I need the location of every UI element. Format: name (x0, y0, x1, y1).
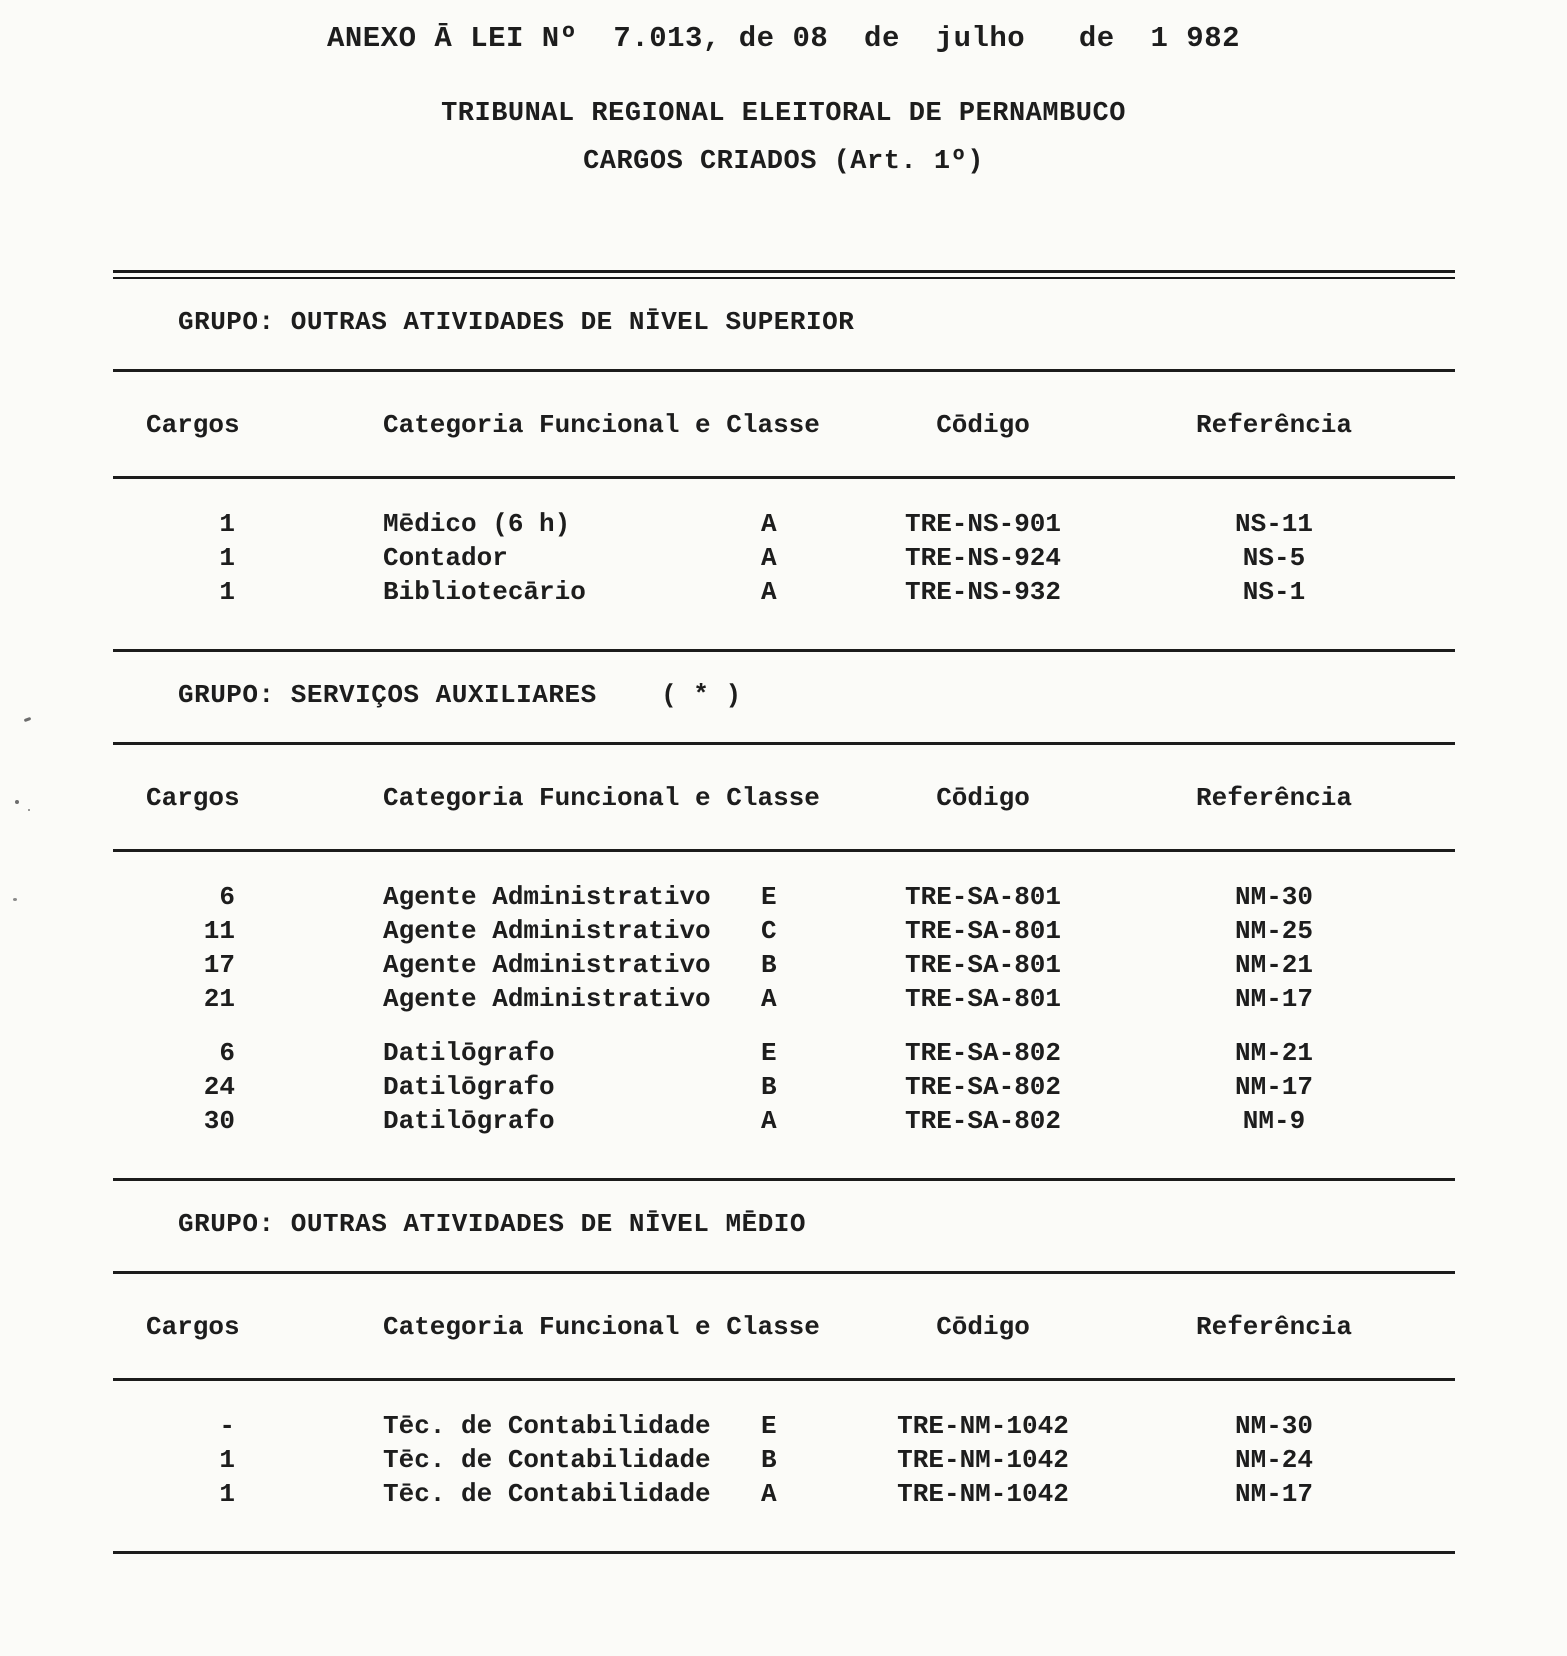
column-header-cargos: Cargos (146, 1312, 240, 1342)
cell-categoria: Datilōgrafo (383, 1038, 555, 1068)
cell-cargos: 1 (219, 1479, 235, 1509)
cell-codigo: TRE-NM-1042 (897, 1445, 1069, 1475)
column-header-codigo: Cōdigo (936, 1312, 1030, 1342)
cell-codigo: TRE-NM-1042 (897, 1479, 1069, 1509)
cell-codigo: TRE-NS-924 (904, 543, 1062, 573)
doc-title-line-1: ANEXO Ā LEI Nº 7.013, de 08 de julho de 1 982 (326, 22, 1241, 55)
cell-referencia: NM-9 (1242, 1106, 1306, 1136)
cell-cargos: 21 (203, 984, 235, 1014)
table-row (113, 880, 1455, 914)
cell-cargos: 30 (203, 1106, 235, 1136)
column-header-row (113, 408, 1455, 442)
cell-referencia: NM-17 (1234, 1479, 1313, 1509)
table-row (113, 1409, 1455, 1443)
cell-categoria: Agente Administrativo (383, 984, 711, 1014)
cell-classe: B (761, 1445, 777, 1475)
cell-codigo: TRE-SA-801 (904, 882, 1062, 912)
table-row (113, 1104, 1455, 1138)
cell-cargos: 1 (219, 577, 235, 607)
cell-referencia: NS-1 (1242, 577, 1306, 607)
horizontal-rule (113, 1178, 1455, 1181)
column-header-referencia: Referência (1195, 783, 1353, 813)
doc-title-line-3: CARGOS CRIADOS (Art. 1º) (583, 147, 984, 177)
cell-classe: C (761, 916, 777, 946)
table-row (113, 575, 1455, 609)
cell-categoria: Mēdico (6 h) (383, 509, 571, 539)
cell-referencia: NM-17 (1234, 1072, 1313, 1102)
cell-categoria: Tēc. de Contabilidade (383, 1411, 711, 1441)
cell-cargos: - (219, 1411, 235, 1441)
horizontal-rule (113, 649, 1455, 652)
cell-referencia: NM-21 (1234, 950, 1313, 980)
cell-classe: A (761, 509, 777, 539)
table-row (113, 1477, 1455, 1511)
cell-codigo: TRE-SA-801 (904, 916, 1062, 946)
cell-classe: B (761, 1072, 777, 1102)
column-header-categoria: Categoria Funcional e Classe (383, 783, 820, 813)
scan-artifact (15, 800, 19, 804)
cell-classe: A (761, 543, 777, 573)
group-title-nivel-superior: GRUPO: OUTRAS ATIVIDADES DE NĪVEL SUPERIOR (178, 307, 855, 337)
column-header-referencia: Referência (1195, 410, 1353, 440)
cell-codigo: TRE-SA-802 (904, 1038, 1062, 1068)
cell-classe: A (761, 984, 777, 1014)
cell-cargos: 17 (203, 950, 235, 980)
scan-artifact (13, 898, 17, 901)
cell-classe: E (761, 1038, 777, 1068)
cell-referencia: NM-17 (1234, 984, 1313, 1014)
table-body-nivel-medio (113, 1381, 1455, 1551)
column-header-row (113, 781, 1455, 815)
scan-artifact (24, 717, 32, 722)
cell-categoria: Tēc. de Contabilidade (383, 1479, 711, 1509)
table-row (113, 914, 1455, 948)
column-header-codigo: Cōdigo (936, 410, 1030, 440)
group-title-nivel-medio: GRUPO: OUTRAS ATIVIDADES DE NĪVEL MĒDIO (178, 1209, 806, 1239)
cell-categoria: Agente Administrativo (383, 882, 711, 912)
cell-categoria: Datilōgrafo (383, 1106, 555, 1136)
document-header (0, 0, 1567, 178)
cell-categoria: Bibliotecārio (383, 577, 586, 607)
cell-categoria: Contador (383, 543, 508, 573)
cell-cargos: 24 (203, 1072, 235, 1102)
cell-codigo: TRE-SA-801 (904, 950, 1062, 980)
cell-referencia: NS-5 (1242, 543, 1306, 573)
cell-categoria: Agente Administrativo (383, 950, 711, 980)
cell-referencia: NM-30 (1234, 882, 1313, 912)
table-row (113, 541, 1455, 575)
cell-classe: E (761, 882, 777, 912)
cell-classe: A (761, 1106, 777, 1136)
doc-title-line-2: TRIBUNAL REGIONAL ELEITORAL DE PERNAMBUCO (441, 99, 1126, 129)
cell-classe: E (761, 1411, 777, 1441)
column-header-categoria: Categoria Funcional e Classe (383, 1312, 820, 1342)
horizontal-rule (113, 742, 1455, 745)
cell-codigo: TRE-SA-801 (904, 984, 1062, 1014)
table-row (113, 507, 1455, 541)
column-header-categoria: Categoria Funcional e Classe (383, 410, 820, 440)
horizontal-rule-top (113, 270, 1455, 279)
cell-categoria: Tēc. de Contabilidade (383, 1445, 711, 1475)
cell-referencia: NS-11 (1234, 509, 1313, 539)
cell-classe: B (761, 950, 777, 980)
cell-categoria: Agente Administrativo (383, 916, 711, 946)
column-header-cargos: Cargos (146, 783, 240, 813)
table-body-nivel-superior (113, 479, 1455, 649)
table-row (113, 948, 1455, 982)
cell-codigo: TRE-SA-802 (904, 1072, 1062, 1102)
table-row (113, 1036, 1455, 1070)
column-header-row (113, 1310, 1455, 1344)
cell-referencia: NM-30 (1234, 1411, 1313, 1441)
horizontal-rule (113, 1271, 1455, 1274)
horizontal-rule-bottom (113, 1551, 1455, 1554)
cell-codigo: TRE-SA-802 (904, 1106, 1062, 1136)
table-row (113, 982, 1455, 1016)
table-body-servicos-auxiliares (113, 852, 1455, 1178)
cell-cargos: 1 (219, 543, 235, 573)
cell-cargos: 1 (219, 509, 235, 539)
table-row (113, 1443, 1455, 1477)
cell-codigo: TRE-NS-932 (904, 577, 1062, 607)
cell-cargos: 1 (219, 1445, 235, 1475)
table-area (113, 270, 1455, 1614)
column-header-cargos: Cargos (146, 410, 240, 440)
cell-categoria: Datilōgrafo (383, 1072, 555, 1102)
horizontal-rule (113, 369, 1455, 372)
cell-classe: A (761, 577, 777, 607)
cell-referencia: NM-21 (1234, 1038, 1313, 1068)
cell-referencia: NM-25 (1234, 916, 1313, 946)
cell-cargos: 11 (203, 916, 235, 946)
group-title-servicos-auxiliares: GRUPO: SERVIÇOS AUXILIARES ( * ) (178, 680, 742, 710)
cell-codigo: TRE-NM-1042 (897, 1411, 1069, 1441)
cell-referencia: NM-24 (1234, 1445, 1313, 1475)
cell-cargos: 6 (219, 1038, 235, 1068)
cell-codigo: TRE-NS-901 (904, 509, 1062, 539)
cell-classe: A (761, 1479, 777, 1509)
column-header-referencia: Referência (1195, 1312, 1353, 1342)
cell-cargos: 6 (219, 882, 235, 912)
column-header-codigo: Cōdigo (936, 783, 1030, 813)
table-row (113, 1070, 1455, 1104)
